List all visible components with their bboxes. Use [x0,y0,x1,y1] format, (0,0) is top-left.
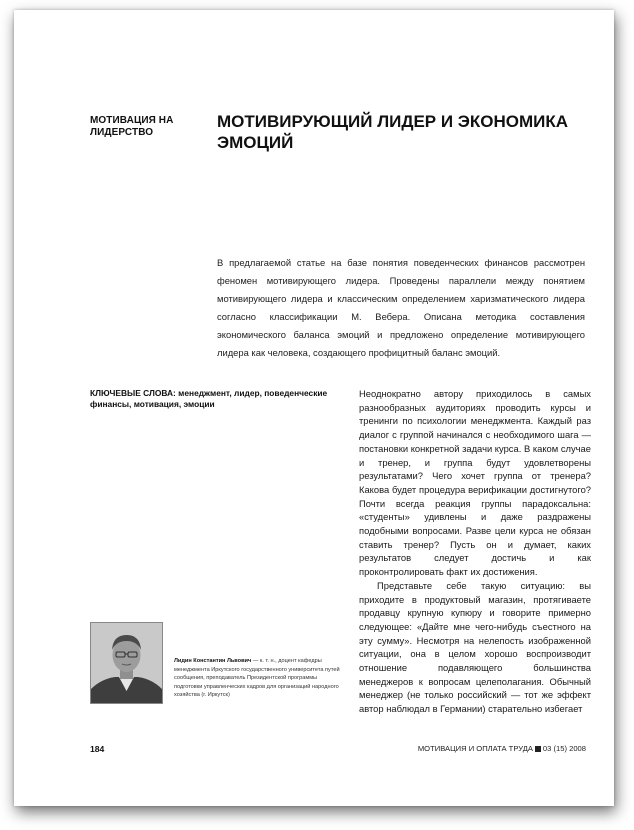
keywords-label: КЛЮЧЕВЫЕ СЛОВА: [90,388,176,398]
page-number: 184 [90,744,105,754]
article-title: МОТИВИРУЮЩИЙ ЛИДЕР И ЭКОНОМИКА ЭМОЦИЙ [217,112,569,152]
article-abstract: В предлагаемой статье на базе понятия поведенческих финансов рассмотрен феномен мотивирующего лидера. Проведены параллели между понятием мотивирующего лидера и классическим определением харизматического лидера согласно классификации М. Вебера. Описана методика составления экономического баланса эмоций и предложено определение мотивирующего лидера как человека, создающего профицитный баланс эмоций. [217,257,585,358]
author-portrait-icon [91,623,162,703]
author-photo [90,622,163,704]
keywords [90,388,342,410]
journal-name: МОТИВАЦИЯ И ОПЛАТА ТРУДА [417,744,533,753]
article-body [359,387,591,716]
author-info [174,657,344,700]
keywords-text: менеджмент, лидер, поведенческие финансы, мотивация, эмоции [90,388,328,409]
author-bio: — к. т. н., доцент кафедры менеджмента Иркутского государственного университета путей сообщения, преподаватель Президентской программы подготовки управленческих кадров для организаций народного хозяйства (г. Иркутск) [174,658,340,699]
body-paragraph: Представьте себе такую ситуацию: вы приходите в продуктовый магазин, протягиваете продавцу крупную купюру и говорите примерно следующее: «Дайте мне чего-нибудь съестного на эту сумму». Несмотря на нелепость изображенной ситуации, она в целом хорошо воспроизводит отношение подавляющего большинства менеджеров к вопросам целеполагания. Обычный менеджер (не только российский — тот же эффект автор наблюдал в Германии) старательно избегает [359,579,591,715]
body-paragraph: Неоднократно автору приходилось в самых разнообразных аудиториях проводить курсы и тренинги по психологии менеджмента. Каждый раз диалог с группой начинался с необходимого шага — постановки конкретной задачи курса. В каком случае и тренер, и группа будут удовлетворены результатами? Чего хочет группа от тренера? Какова будет процедура верификации достигнутого? Почти всегда реакция группы парадоксальна: «студенты» удивлены и даже раздражены подобными вопросами. Разве цели курса не обязан ставить тренер? Пусть он и думает, каких результатов следует достичь и как проконтролировать факт их достижения. [359,388,591,578]
journal-footer [418,744,586,753]
author-name: Лидин Константин Львович [174,658,252,664]
section-label: МОТИВАЦИЯ НА ЛИДЕРСТВО [90,115,174,138]
issue-number: 03 (15) 2008 [542,744,586,753]
magazine-page [14,10,614,806]
square-separator-icon [535,746,541,752]
